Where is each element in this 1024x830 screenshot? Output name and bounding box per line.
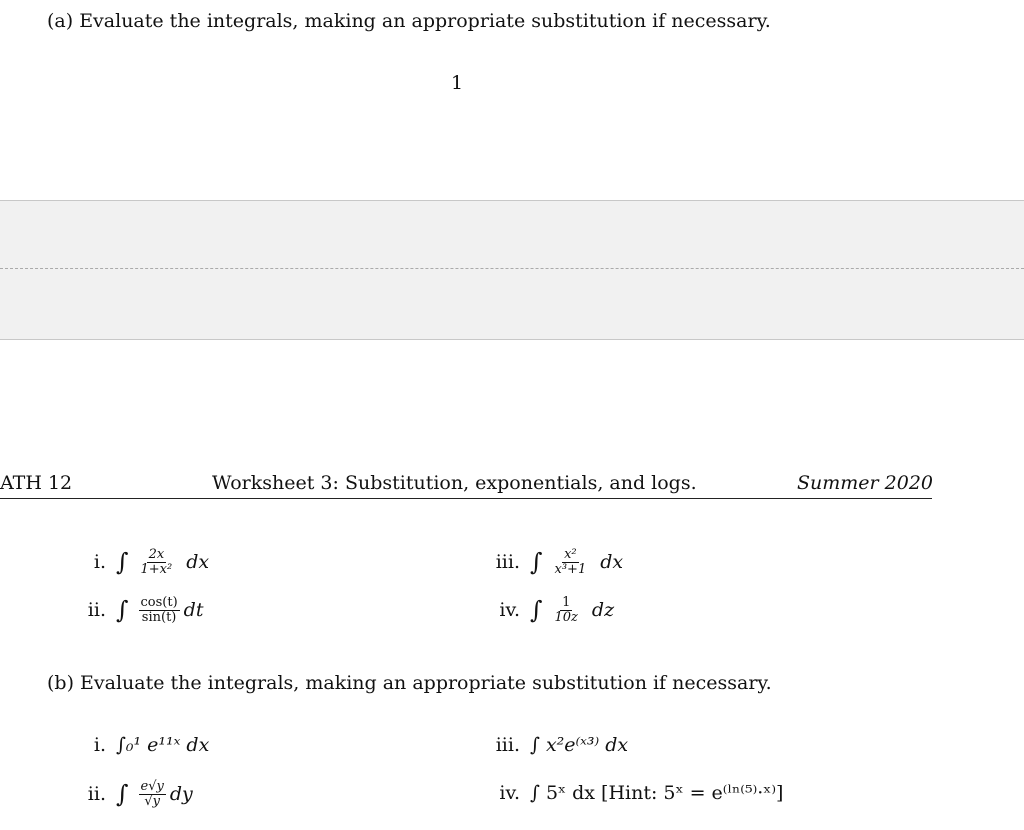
problem-a-i [76,548,209,576]
denominator: 10z [554,609,578,625]
integral-sign: ∫ [530,596,543,625]
problem-a-iv [490,596,614,624]
integral-sign: ∫ [116,596,129,625]
fraction [139,596,180,624]
problem-label: i. [93,551,106,574]
fraction [139,548,175,576]
fraction [553,548,589,576]
differential: dz [591,599,615,622]
numerator: x² [564,547,577,562]
problem-label: ii. [87,599,106,622]
problem-a-iii [490,548,623,576]
problem-label: ii. [87,783,106,806]
numerator: cos(t) [140,595,178,610]
numerator: e√y [140,779,164,794]
problem-label: i. [93,734,106,756]
problem-label: iv. [499,599,520,622]
problem-label: iv. [499,782,520,804]
denominator: 1+x² [140,561,173,577]
fraction [139,780,166,808]
page-number: 1 [451,72,464,94]
part-b-heading: (b) Evaluate the integrals, making an appropriate substitution if necessary. [47,672,772,694]
part-a-heading-top: (a) Evaluate the integrals, making an appropriate substitution if necessary. [47,10,771,32]
differential: dx [186,551,210,574]
problem-b-ii [76,780,193,808]
problem-b-iii [490,734,628,756]
integral-sign: ∫ [530,548,543,577]
problem-label: iii. [495,734,520,756]
problem-a-ii [76,596,203,624]
page-break-dashed-line [0,268,1024,269]
expression: ∫₀¹ e¹¹ˣ dx [116,734,210,756]
fraction [553,596,580,624]
differential: dy [169,783,193,806]
header-rule [0,498,932,499]
page-gap [0,200,1024,340]
differential: dt [183,599,204,622]
numerator: 1 [562,595,571,610]
integral-sign: ∫ [116,780,129,809]
problem-label: iii. [495,551,520,574]
integral-sign: ∫ [116,548,129,577]
term-label: Summer 2020 [797,472,934,494]
worksheet-title: Worksheet 3: Substitution, exponentials, and logs. [212,472,697,494]
expression: ∫ 5ˣ dx [Hint: 5ˣ = e⁽ˡⁿ⁽⁵⁾·ˣ⁾] [530,782,784,804]
course-label: ATH 12 [0,472,73,494]
problem-b-i [76,734,209,756]
problem-b-iv [490,782,783,804]
denominator: √y [144,793,160,809]
numerator: 2x [148,547,165,562]
denominator: sin(t) [141,609,177,625]
differential: dx [600,551,624,574]
expression: ∫ x²e⁽ˣ³⁾ dx [530,734,629,756]
denominator: x³+1 [554,561,587,577]
